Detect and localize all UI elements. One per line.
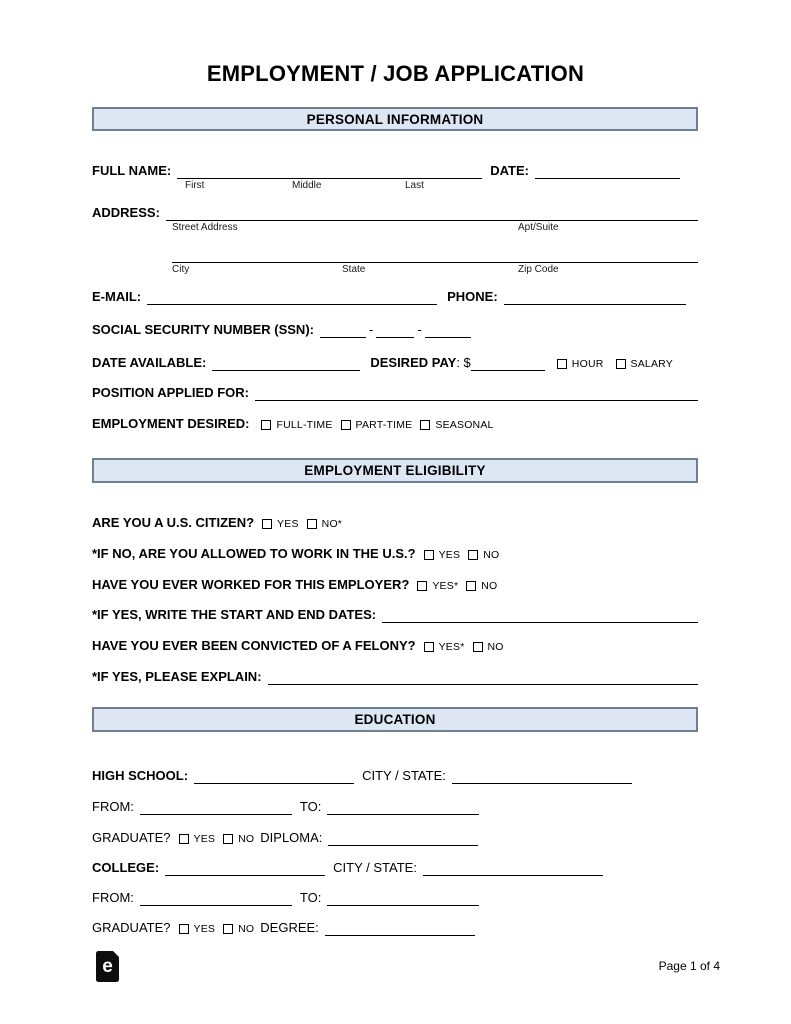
- worked-before-option-yes: [417, 579, 458, 593]
- hs-from-field[interactable]: [140, 800, 292, 815]
- work-allowed-yes-checkbox[interactable]: [424, 550, 434, 560]
- start-end-dates-label: *IF YES, WRITE THE START AND END DATES:: [92, 607, 377, 622]
- sublabel-apt-suite: Apt/Suite: [518, 222, 559, 233]
- desired-pay-field[interactable]: [471, 356, 545, 371]
- address-label: ADDRESS:: [92, 205, 160, 220]
- date-available-label: DATE AVAILABLE:: [92, 355, 207, 370]
- full-time-checkbox[interactable]: [261, 420, 271, 430]
- section-header-label: PERSONAL INFORMATION: [306, 111, 484, 127]
- work-allowed-option-no: [468, 548, 499, 562]
- seasonal-label: SEASONAL: [435, 419, 494, 431]
- city-state-zip-field[interactable]: [172, 248, 698, 263]
- full-name-field[interactable]: [177, 164, 482, 179]
- work-allowed-question-row: [92, 546, 698, 562]
- full-name-row: [92, 163, 698, 179]
- citizen-option-no: [307, 517, 342, 531]
- start-end-dates-row: [92, 607, 698, 623]
- page-title: EMPLOYMENT / JOB APPLICATION: [206, 61, 585, 86]
- ssn-separator-2: -: [417, 322, 422, 337]
- worked-before-no-checkbox[interactable]: [466, 581, 476, 591]
- high-school-dates-row: [92, 799, 698, 815]
- section-header-education: [92, 707, 698, 732]
- desired-pay-label: DESIRED PAY: [370, 355, 457, 370]
- worked-before-yes-checkbox[interactable]: [417, 581, 427, 591]
- section-header-personal-information: [92, 107, 698, 131]
- position-applied-row: [92, 385, 698, 401]
- citizen-question-label: ARE YOU A U.S. CITIZEN?: [92, 515, 255, 530]
- college-from-label: FROM:: [92, 890, 134, 905]
- work-allowed-no-checkbox[interactable]: [468, 550, 478, 560]
- hs-graduate-no-checkbox[interactable]: [223, 834, 233, 844]
- hs-graduate-yes-label: YES: [193, 833, 216, 845]
- employment-desired-row: [92, 416, 698, 432]
- email-label: E-MAIL:: [92, 289, 142, 304]
- worked-before-option-no: [466, 579, 497, 593]
- hs-from-label: FROM:: [92, 799, 134, 814]
- section-header-label: EDUCATION: [354, 712, 436, 727]
- college-graduate-yes-checkbox[interactable]: [179, 924, 189, 934]
- hs-graduate-no-label: NO: [238, 833, 255, 845]
- hs-graduate-option-yes: [179, 832, 216, 846]
- ssn-separator-1: -: [368, 322, 374, 337]
- section-header-label: EMPLOYMENT ELIGIBILITY: [304, 463, 486, 478]
- sublabel-city: City: [172, 264, 190, 275]
- felony-option-yes: [424, 640, 465, 654]
- sublabel-state: State: [342, 264, 366, 275]
- start-end-dates-field[interactable]: [382, 608, 698, 623]
- date-available-field[interactable]: [212, 356, 360, 371]
- high-school-graduate-row: [92, 830, 698, 846]
- date-label: DATE:: [490, 163, 529, 178]
- address-row: [92, 205, 698, 221]
- date-available-row: [92, 355, 698, 371]
- citizen-no-checkbox[interactable]: [307, 519, 317, 529]
- logo-letter: e: [102, 956, 113, 977]
- hs-to-label: TO:: [299, 799, 322, 814]
- section-header-employment-eligibility: [92, 458, 698, 483]
- college-graduate-row: [92, 920, 698, 936]
- college-to-label: TO:: [299, 890, 322, 905]
- ssn-field-1[interactable]: [320, 323, 366, 338]
- full-name-label: FULL NAME:: [92, 163, 172, 178]
- hour-label: HOUR: [571, 358, 604, 370]
- eforms-logo-icon: [96, 951, 119, 982]
- felony-question-row: [92, 638, 698, 654]
- college-city-state-label: CITY / STATE:: [333, 860, 417, 875]
- employment-desired-label: EMPLOYMENT DESIRED:: [92, 416, 250, 431]
- worked-before-question-label: HAVE YOU EVER WORKED FOR THIS EMPLOYER?: [92, 577, 410, 592]
- hs-city-state-label: CITY / STATE:: [362, 768, 446, 783]
- college-graduate-yes-label: YES: [193, 923, 216, 935]
- desired-pay-punct: : $: [456, 355, 471, 370]
- felony-no-checkbox[interactable]: [473, 642, 483, 652]
- high-school-label: HIGH SCHOOL:: [92, 768, 189, 783]
- hs-diploma-label: DIPLOMA:: [260, 830, 323, 845]
- ssn-label: SOCIAL SECURITY NUMBER (SSN):: [92, 322, 314, 337]
- hs-graduate-option-no: [223, 832, 254, 846]
- date-field[interactable]: [535, 164, 680, 179]
- citizen-no-label: NO*: [321, 518, 343, 530]
- phone-field[interactable]: [504, 290, 686, 305]
- part-time-label: PART-TIME: [355, 419, 413, 431]
- work-allowed-option-yes: [424, 548, 461, 562]
- high-school-row: [92, 768, 698, 784]
- college-dates-row: [92, 890, 698, 906]
- part-time-checkbox[interactable]: [341, 420, 351, 430]
- felony-no-label: NO: [487, 641, 504, 653]
- college-graduate-no-label: NO: [238, 923, 255, 935]
- hour-checkbox[interactable]: [557, 359, 567, 369]
- college-to-field[interactable]: [327, 891, 479, 906]
- phone-label: PHONE:: [447, 289, 498, 304]
- college-degree-label: DEGREE:: [260, 920, 319, 935]
- college-graduate-no-checkbox[interactable]: [223, 924, 233, 934]
- felony-yes-checkbox[interactable]: [424, 642, 434, 652]
- worked-before-question-row: [92, 577, 698, 593]
- citizen-yes-checkbox[interactable]: [262, 519, 272, 529]
- pay-option-salary: [616, 357, 673, 371]
- sublabel-zip-code: Zip Code: [518, 264, 559, 275]
- felony-explain-field[interactable]: [268, 670, 698, 685]
- pay-option-hour: [557, 357, 604, 371]
- felony-question-label: HAVE YOU EVER BEEN CONVICTED OF A FELONY?: [92, 638, 416, 653]
- felony-option-no: [473, 640, 504, 654]
- ssn-row: [92, 322, 698, 338]
- sublabel-street-address: Street Address: [172, 222, 238, 233]
- college-name-field[interactable]: [165, 861, 325, 876]
- college-from-field[interactable]: [140, 891, 292, 906]
- sublabel-middle: Middle: [292, 180, 322, 191]
- citizen-question-row: [92, 515, 698, 531]
- ssn-field-2[interactable]: [376, 323, 414, 338]
- hs-diploma-field[interactable]: [328, 831, 478, 846]
- work-allowed-no-label: NO: [483, 549, 500, 561]
- employment-option-seasonal: [420, 418, 493, 432]
- sublabel-last: Last: [405, 180, 424, 191]
- worked-before-yes-label: YES*: [432, 580, 459, 592]
- sublabel-first: First: [185, 180, 205, 191]
- college-row: [92, 860, 698, 876]
- high-school-name-field[interactable]: [194, 769, 354, 784]
- hs-graduate-yes-checkbox[interactable]: [179, 834, 189, 844]
- hs-city-state-field[interactable]: [452, 769, 632, 784]
- street-address-field[interactable]: [166, 206, 698, 221]
- college-graduate-option-yes: [179, 922, 216, 936]
- position-applied-field[interactable]: [255, 386, 698, 401]
- employment-option-part-time: [341, 418, 413, 432]
- position-applied-label: POSITION APPLIED FOR:: [92, 385, 249, 400]
- college-label: COLLEGE:: [92, 860, 160, 875]
- college-graduate-label: GRADUATE?: [92, 920, 171, 935]
- email-field[interactable]: [147, 290, 437, 305]
- work-allowed-yes-label: YES: [438, 549, 461, 561]
- hs-graduate-label: GRADUATE?: [92, 830, 171, 845]
- worked-before-no-label: NO: [481, 580, 498, 592]
- felony-explain-label: *IF YES, PLEASE EXPLAIN:: [92, 669, 262, 684]
- employment-option-full-time: [261, 418, 332, 432]
- work-allowed-question-label: *IF NO, ARE YOU ALLOWED TO WORK IN THE U.S.?: [92, 546, 416, 561]
- college-graduate-option-no: [223, 922, 254, 936]
- salary-checkbox[interactable]: [616, 359, 626, 369]
- college-degree-field[interactable]: [325, 921, 475, 936]
- seasonal-checkbox[interactable]: [420, 420, 430, 430]
- page-indicator: Page 1 of 4: [658, 959, 720, 973]
- address-row-2: [92, 248, 698, 263]
- college-city-state-field[interactable]: [423, 861, 603, 876]
- citizen-option-yes: [262, 517, 299, 531]
- email-phone-row: [92, 289, 698, 305]
- full-time-label: FULL-TIME: [276, 419, 333, 431]
- felony-explain-row: [92, 669, 698, 685]
- salary-label: SALARY: [630, 358, 673, 370]
- ssn-field-3[interactable]: [425, 323, 471, 338]
- felony-yes-label: YES*: [438, 641, 465, 653]
- citizen-yes-label: YES: [277, 518, 299, 530]
- hs-to-field[interactable]: [327, 800, 479, 815]
